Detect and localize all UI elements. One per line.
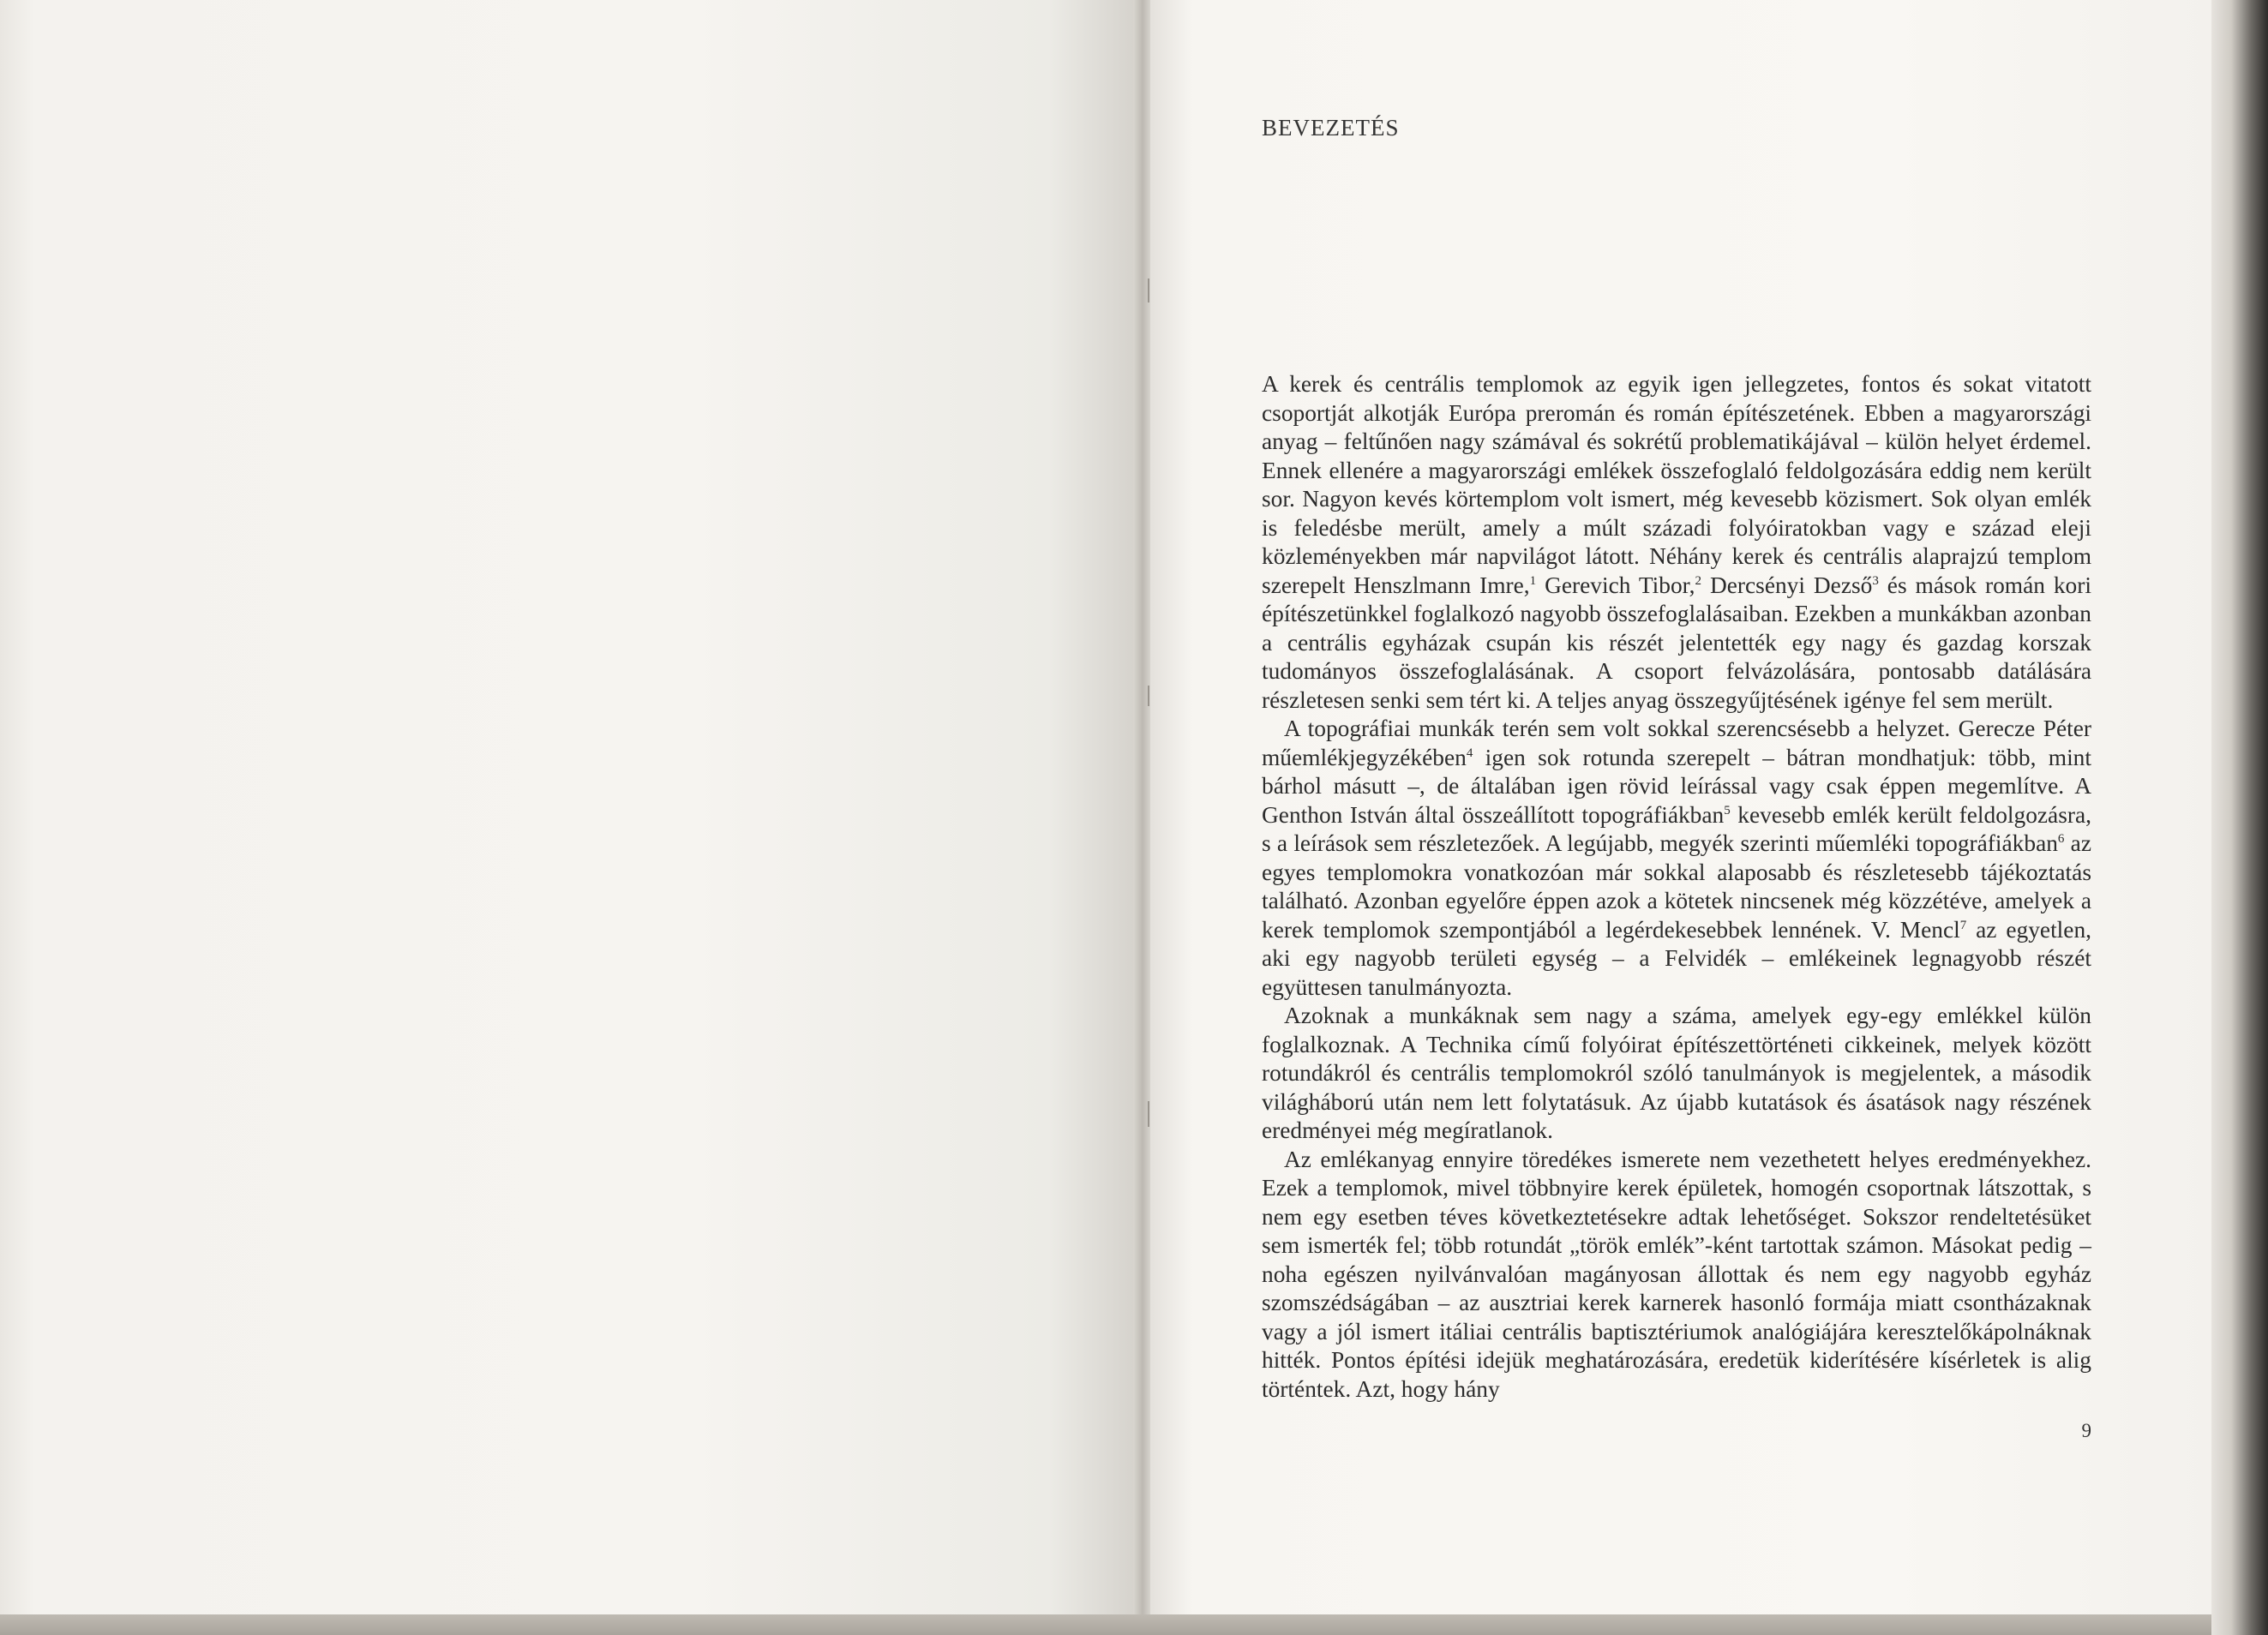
text-run: A topográfiai munkák terén sem volt sokkal szerencsésebb a helyzet. Gerecze Péter műemlékjegyzékében — [1262, 716, 2091, 770]
page-number: 9 — [2081, 1420, 2091, 1441]
page-edge-shadow — [2211, 0, 2268, 1635]
body-text — [1262, 370, 2091, 1404]
text-run: az egyes templomokra vonatkozóan már sokkal alaposabb és részletesebb tájékoztatás található. Azonban egyelőre éppen azok a kötetek nincsenek még közzétéve, amelyek a kerek templomok szempontjából a legérdekesebbek lennének. V. Mencl — [1262, 830, 2091, 943]
bottom-edge-shadow — [0, 1614, 2211, 1635]
text-run: A kerek és centrális templomok az egyik igen jellegzetes, fontos és sokat vitatott csoportját alkotják Európa preromán és román építészetének. Ebben a magyarországi anyag – feltűnően nagy számával és sokrétű problematikájával – külön helyet érdemel. Ennek ellenére a magyarországi emlékek összefoglaló feldolgozására eddig nem került sor. Nagyon kevés körtemplom volt ismert, még kevesebb közismert. Sok olyan emlék is feledésbe merült, amely a múlt századi folyóiratokban vagy e század eleji közleményekben már napvilágot látott. Néhány kerek és centrális alaprajzú templom szerepelt Henszlmann Imre, — [1262, 371, 2091, 598]
paragraph — [1262, 370, 2091, 715]
book-gutter — [1133, 0, 1152, 1614]
footnote-marker: 7 — [1959, 918, 1967, 932]
spine-mark — [1148, 1101, 1149, 1127]
footnote-marker: 3 — [1872, 573, 1879, 588]
spine-mark — [1148, 686, 1149, 706]
footnote-marker: 5 — [1724, 803, 1731, 818]
text-run: Gerevich Tibor, — [1536, 572, 1695, 598]
left-page-blank — [0, 0, 1140, 1614]
paragraph — [1262, 1146, 2091, 1404]
text-run: Dercsényi Dezső — [1701, 572, 1873, 598]
text-run: kevesebb emlék került feldolgozásra, s a leírások sem részletezőek. A legújabb, megyék szerinti műemléki topográfiákban — [1262, 801, 2092, 856]
footnote-marker: 2 — [1695, 573, 1702, 588]
footnote-marker: 4 — [1466, 746, 1473, 760]
paragraph — [1262, 1002, 2091, 1146]
spine-mark — [1148, 278, 1149, 302]
text-run: és mások román kori építészetünkkel foglalkozó nagyobb összefoglalásaiban. Ezekben a munkákban azonban a centrális egyházak csupán kis részét jelentették egy nagy és gazdag korszak tudományos összefoglalásának. A csoport felvázolására, pontosabb datálására részletesen senki sem tért ki. A teljes anyag összegyűjtésének igénye fel sem merült. — [1262, 572, 2091, 713]
text-run: igen sok rotunda szerepelt – bátran mondhatjuk: több, mint bárhol másutt –, de általában igen rövid leírással vagy csak éppen megemlítve. A Genthon István által összeállított topográfiákban — [1262, 744, 2091, 828]
text-run: az egyetlen, aki egy nagyobb területi egység – a Felvidék – emlékeinek legnagyobb részét együttesen tanulmányozta. — [1262, 916, 2091, 1000]
text-run: Az emlékanyag ennyire töredékes ismerete nem vezethetett helyes eredményekhez. Ezek a templomok, mivel többnyire kerek épületek, homogén csoportnak látszottak, s nem egy esetben téves következtetésekre adtak lehetőséget. Sokszor rendeltetésüket sem ismerték fel; több rotundát „török emlék”-ként tartottak számon. Másokat pedig – noha egészen nyilvánvalóan magányosan állottak és nem egy nagyobb egyház szomszédságában – az ausztriai kerek karnerek hasonló formája miatt csontházaknak vagy a jól ismert itáliai centrális baptisztériumok analógiájára keresztelőkápolnáknak hitték. Pontos építési idejük meghatározására, eredetük kiderítésére kísérletek is alig történtek. Azt, hogy hány — [1262, 1146, 2091, 1402]
section-title: BEVEZETÉS — [1262, 115, 1400, 141]
footnote-marker: 1 — [1529, 573, 1537, 588]
paragraph — [1262, 715, 2091, 1002]
footnote-marker: 6 — [2057, 831, 2065, 846]
text-run: Azoknak a munkáknak sem nagy a száma, amelyek egy-egy emlékkel külön foglalkoznak. A Technika című folyóirat építészettörténeti cikkeinek, melyek között rotundákról és centrális templomokról szóló tanulmányok is megjelentek, a második világháború után nem lett folytatásuk. Az újabb kutatások és ásatások nagy részének eredményei még megíratlanok. — [1262, 1003, 2091, 1143]
